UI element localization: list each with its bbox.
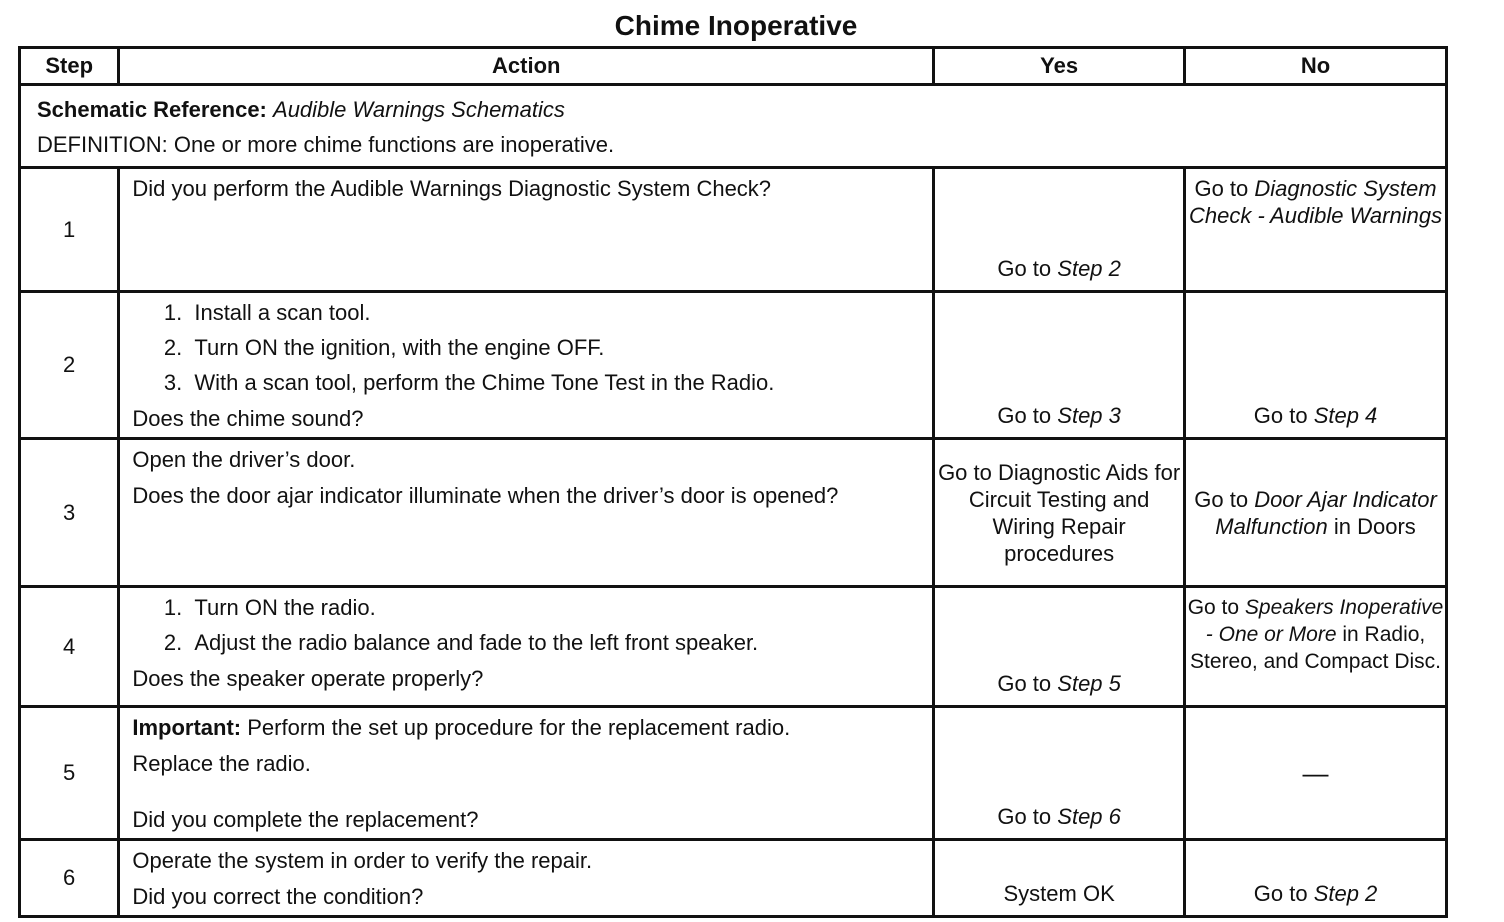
yes-cell [934,587,1185,707]
no-prefix: Go to [1194,486,1249,512]
reference-cell [20,85,1447,168]
yes-cell [934,707,1185,840]
yes-link[interactable]: Step 5 [1057,671,1121,696]
no-cell [1185,292,1447,439]
table-row [20,587,1447,707]
yes-text[interactable]: Go to Diagnostic Aids for Circuit Testing and Wiring Repair procedures [938,459,1181,566]
definition: DEFINITION: One or more chime functions are inoperative. [37,132,615,157]
action-steps-list [132,596,920,655]
diagnostic-table [18,46,1448,918]
important-text: Perform the set up procedure for the replacement radio. [247,715,791,740]
action-question: Does the speaker operate properly? [132,666,484,691]
action-question: Does the door ajar indicator illuminate when the driver’s door is opened? [132,483,839,508]
no-prefix: Go to [1253,881,1308,906]
list-item: 1. Turn ON the radio. [188,596,920,620]
action-instruction: Operate the system in order to verify the repair. [132,848,593,873]
action-question: Did you complete the replacement? [132,807,479,832]
no-suffix: in Doors [1333,513,1416,539]
yes-prefix: Go to [997,804,1052,829]
header-no: No [1185,48,1447,85]
list-item: 3. With a scan tool, perform the Chime Tone Test in the Radio. [188,371,920,395]
no-cell [1185,840,1447,917]
no-cell [1185,439,1447,587]
no-cell [1185,707,1447,840]
no-link[interactable]: Diagnostic System Check - Audible Warnings [1188,176,1443,228]
step-number: 5 [20,707,119,840]
yes-prefix: Go to [997,403,1052,428]
page-title: Chime Inoperative [614,10,858,41]
header-step: Step [20,48,119,85]
step-number: 3 [20,439,119,587]
no-prefix: Go to [1253,403,1308,428]
action-question: Does the chime sound? [132,406,364,431]
action-instruction: Replace the radio. [132,751,311,776]
action-steps-list [132,301,920,395]
header-action: Action [119,48,934,85]
yes-cell [934,292,1185,439]
step-number: 1 [20,168,119,292]
yes-link[interactable]: Step 6 [1057,804,1121,829]
yes-prefix: Go to [997,671,1052,696]
schematic-reference-label: Schematic Reference: [37,97,267,122]
no-suffix: in Radio, Stereo, and Compact Disc. [1190,623,1441,673]
list-item: 2. Adjust the radio balance and fade to the left front speaker. [188,631,920,655]
list-item: 2. Turn ON the ignition, with the engine OFF. [188,336,920,360]
schematic-reference-link[interactable]: Audible Warnings Schematics [273,97,565,122]
step-number: 4 [20,587,119,707]
step-number: 6 [20,840,119,917]
action-cell [119,707,934,840]
important-label: Important: [132,715,242,740]
table-row [20,292,1447,439]
yes-text: System OK [1003,881,1115,906]
list-item: 1. Install a scan tool. [188,301,920,325]
action-question: Did you correct the condition? [132,884,424,909]
no-cell [1185,168,1447,292]
no-link[interactable]: Step 2 [1313,881,1378,906]
table-row [20,439,1447,587]
yes-link[interactable]: Step 3 [1057,403,1121,428]
yes-link[interactable]: Step 2 [1057,256,1121,281]
no-link[interactable]: Speakers Inoperative - One or More [1205,596,1444,646]
reference-row [20,85,1447,168]
yes-cell [934,840,1185,917]
yes-prefix: Go to [997,256,1052,281]
action-cell [119,840,934,917]
table-row [20,840,1447,917]
action-cell [119,439,934,587]
action-cell [119,587,934,707]
action-cell [119,168,934,292]
no-prefix: Go to [1194,176,1249,201]
header-yes: Yes [934,48,1185,85]
yes-cell [934,439,1185,587]
no-cell [1185,587,1447,707]
no-prefix: Go to [1187,596,1240,619]
no-link[interactable]: Door Ajar Indicator Malfunction [1215,486,1437,539]
table-row [20,707,1447,840]
yes-cell [934,168,1185,292]
table-row [20,168,1447,292]
action-instruction: Open the driver’s door. [132,447,356,472]
action-cell [119,292,934,439]
step-number: 2 [20,292,119,439]
schematic-reference [37,92,1429,127]
header-row [20,48,1447,85]
no-dash: — [1302,757,1329,788]
no-link[interactable]: Step 4 [1313,403,1378,428]
action-question: Did you perform the Audible Warnings Diagnostic System Check? [132,176,772,201]
important-note [132,716,920,740]
